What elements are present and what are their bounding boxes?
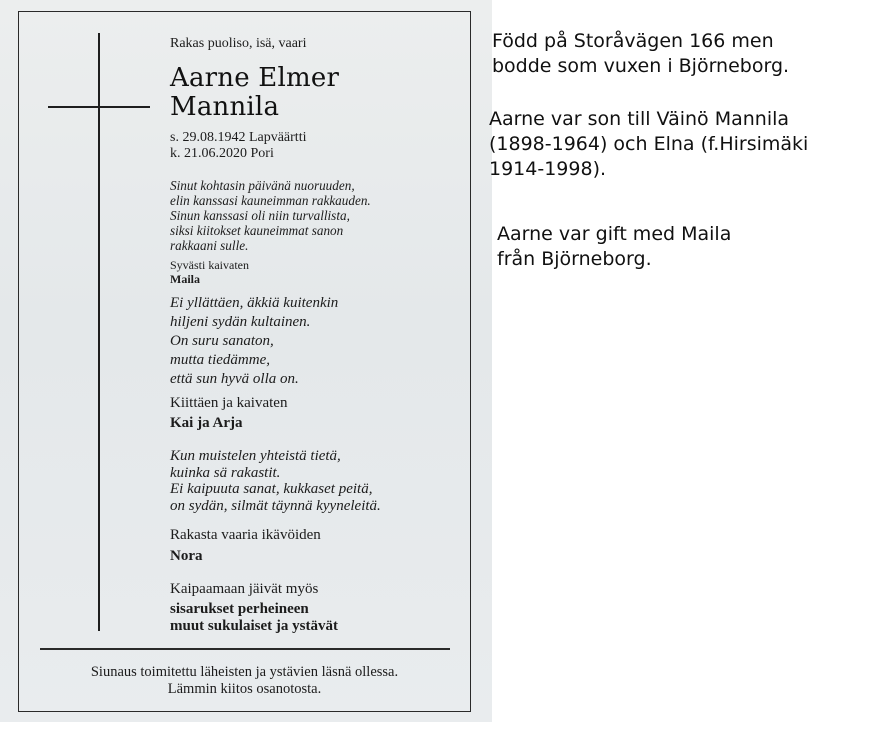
- poem-line: on sydän, silmät täynnä kyyneleitä.: [170, 497, 381, 514]
- poem-line: On suru sanaton,: [170, 333, 274, 349]
- birth-date: s. 29.08.1942 Lapväärtti: [170, 130, 307, 145]
- deceased-name-line1: Aarne Elmer: [170, 63, 340, 93]
- poem-line: kuinka sä rakastit.: [170, 464, 281, 481]
- note-line: Aarne var son till Väinö Mannila: [489, 108, 790, 130]
- footer-line: Siunaus toimitettu läheisten ja ystävien läsnä ollessa.: [90, 664, 399, 680]
- poem-1: [170, 178, 371, 253]
- death-date: k. 21.06.2020 Pori: [170, 146, 274, 161]
- footer-line: Lämmin kiitos osanotosta.: [167, 681, 322, 697]
- note-line: 1914-1998).: [489, 158, 607, 180]
- note-line: Aarne var gift med Maila: [497, 223, 732, 245]
- mourner-name: Maila: [170, 272, 200, 286]
- mourner-name: sisarukset perheineen: [170, 601, 309, 617]
- poem-line: Sinun kanssasi oli niin turvallista,: [170, 208, 350, 223]
- poem-line: että sun hyvä olla on.: [170, 371, 299, 387]
- mourner-label: Kiittäen ja kaivaten: [170, 395, 288, 411]
- mourner-name: Kai ja Arja: [170, 415, 243, 431]
- life-dates: [170, 130, 306, 162]
- poem-line: siksi kiitokset kauneimmat sanon: [170, 223, 344, 238]
- mourner-name: Nora: [170, 548, 203, 564]
- note-line: Född på Storåvägen 166 men: [492, 30, 774, 52]
- poem-line: elin kanssasi kauneimman rakkauden.: [170, 193, 371, 208]
- poem-line: hiljeni sydän kultainen.: [170, 314, 311, 330]
- poem-line: Ei kaipuuta sanat, kukkaset peitä,: [170, 481, 373, 497]
- note-parents: [489, 107, 808, 182]
- poem-line: Sinut kohtasin päivänä nuoruuden,: [170, 178, 355, 193]
- obituary-intro: Rakas puoliso, isä, vaari: [170, 36, 307, 51]
- note-line: från Björneborg.: [497, 248, 652, 270]
- deceased-name-line2: Mannila: [170, 92, 280, 122]
- cross-symbol-vertical: [98, 33, 100, 631]
- mourner-names: [170, 601, 338, 635]
- mourner-name: muut sukulaiset ja ystävät: [170, 618, 338, 634]
- poem-line: Ei yllättäen, äkkiä kuitenkin: [170, 295, 339, 311]
- cross-symbol-horizontal: [48, 106, 150, 108]
- note-line: bodde som vuxen i Björneborg.: [492, 55, 790, 77]
- mourner-label: Syvästi kaivaten: [170, 258, 249, 272]
- poem-line: Kun muistelen yhteistä tietä,: [170, 448, 341, 464]
- deceased-name: [170, 64, 339, 122]
- note-spouse: [497, 222, 731, 272]
- note-address: [492, 29, 789, 79]
- poem-line: mutta tiedämme,: [170, 352, 270, 368]
- footer-divider: [40, 648, 450, 650]
- mourner-label: Kaipaamaan jäivät myös: [170, 581, 319, 597]
- obituary-footer: [18, 664, 471, 698]
- note-line: (1898-1964) och Elna (f.Hirsimäki: [489, 133, 809, 155]
- mourner-label: Rakasta vaaria ikävöiden: [170, 527, 321, 543]
- poem-2: [170, 294, 338, 389]
- poem-3: [170, 448, 381, 514]
- poem-line: rakkaani sulle.: [170, 238, 249, 253]
